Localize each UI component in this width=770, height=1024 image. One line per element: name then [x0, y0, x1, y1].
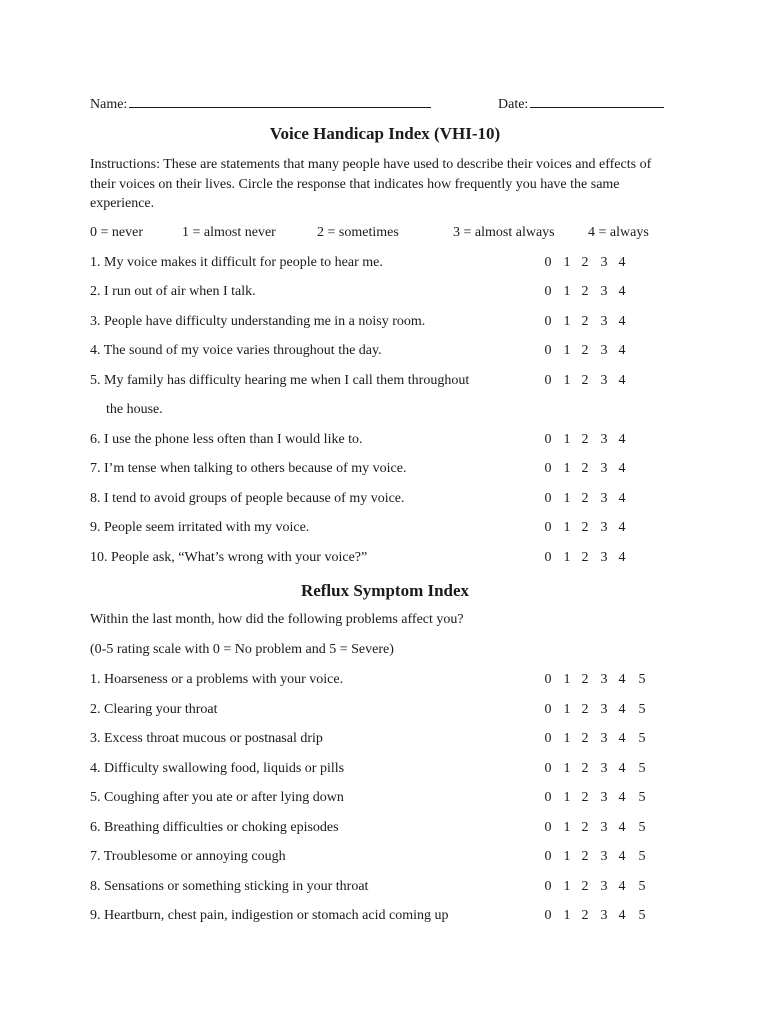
- response-option-0[interactable]: 0: [544, 790, 552, 805]
- response-option-4[interactable]: 4: [618, 284, 626, 299]
- response-option-0[interactable]: 0: [544, 550, 552, 565]
- name-field[interactable]: [90, 95, 431, 112]
- response-option-0[interactable]: 0: [544, 284, 552, 299]
- response-option-0[interactable]: 0: [544, 343, 552, 358]
- vhi-item-10: [90, 551, 690, 571]
- response-option-5[interactable]: 5: [638, 879, 646, 894]
- response-option-4[interactable]: 4: [618, 314, 626, 329]
- response-option-3[interactable]: 3: [600, 849, 608, 864]
- response-option-1[interactable]: 1: [563, 314, 571, 329]
- legend-never: 0 = never: [90, 225, 143, 240]
- vhi-item-8: [90, 492, 690, 512]
- vhi-item-text: 3. People have difficulty understanding me in a noisy room.: [90, 314, 426, 329]
- response-option-1[interactable]: 1: [563, 255, 571, 270]
- response-option-1[interactable]: 1: [563, 761, 571, 776]
- response-option-0[interactable]: 0: [544, 373, 552, 388]
- response-option-4[interactable]: 4: [618, 432, 626, 447]
- response-option-3[interactable]: 3: [600, 731, 608, 746]
- response-option-3[interactable]: 3: [600, 314, 608, 329]
- vhi-item-text: 8. I tend to avoid groups of people because of my voice.: [90, 491, 405, 506]
- vhi-item-7: [90, 462, 690, 482]
- response-option-5[interactable]: 5: [638, 761, 646, 776]
- response-option-4[interactable]: 4: [618, 461, 626, 476]
- response-option-4[interactable]: 4: [618, 790, 626, 805]
- response-option-3[interactable]: 3: [600, 491, 608, 506]
- vhi-item-text: 2. I run out of air when I talk.: [90, 284, 256, 299]
- vhi-item-5: [90, 374, 690, 394]
- vhi-item-text: 7. I’m tense when talking to others because of my voice.: [90, 461, 407, 476]
- response-option-1[interactable]: 1: [563, 550, 571, 565]
- vhi-title: Voice Handicap Index (VHI-10): [269, 124, 501, 143]
- response-option-3[interactable]: 3: [600, 520, 608, 535]
- response-option-2[interactable]: 2: [581, 908, 589, 923]
- response-option-5[interactable]: 5: [638, 908, 646, 923]
- response-option-2[interactable]: 2: [581, 373, 589, 388]
- response-option-1[interactable]: 1: [563, 284, 571, 299]
- response-option-0[interactable]: 0: [544, 432, 552, 447]
- rsi-item-8: [90, 880, 690, 900]
- response-option-1[interactable]: 1: [563, 461, 571, 476]
- response-option-4[interactable]: 4: [618, 849, 626, 864]
- vhi-item-2: [90, 285, 690, 305]
- response-option-5[interactable]: 5: [638, 849, 646, 864]
- legend-sometimes: 2 = sometimes: [317, 225, 399, 240]
- response-option-1[interactable]: 1: [563, 879, 571, 894]
- response-option-0[interactable]: 0: [544, 491, 552, 506]
- response-option-3[interactable]: 3: [600, 255, 608, 270]
- response-option-4[interactable]: 4: [618, 255, 626, 270]
- response-option-3[interactable]: 3: [600, 373, 608, 388]
- response-option-5[interactable]: 5: [638, 790, 646, 805]
- response-option-2[interactable]: 2: [581, 255, 589, 270]
- response-option-3[interactable]: 3: [600, 550, 608, 565]
- response-option-2[interactable]: 2: [581, 491, 589, 506]
- response-option-5[interactable]: 5: [638, 702, 646, 717]
- vhi-item-4: [90, 344, 690, 364]
- vhi-item-text: 4. The sound of my voice varies throughout the day.: [90, 343, 382, 358]
- response-option-0[interactable]: 0: [544, 820, 552, 835]
- name-label: Name:: [90, 97, 128, 112]
- response-option-2[interactable]: 2: [581, 672, 589, 687]
- response-option-4[interactable]: 4: [618, 820, 626, 835]
- response-option-1[interactable]: 1: [563, 849, 571, 864]
- response-option-2[interactable]: 2: [581, 879, 589, 894]
- response-option-1[interactable]: 1: [563, 820, 571, 835]
- rsi-item-text: 5. Coughing after you ate or after lying down: [90, 790, 344, 805]
- response-option-0[interactable]: 0: [544, 255, 552, 270]
- rsi-item-7: [90, 850, 690, 870]
- response-option-3[interactable]: 3: [600, 879, 608, 894]
- rsi-item-9: [90, 909, 690, 929]
- date-field[interactable]: [498, 95, 664, 112]
- response-option-2[interactable]: 2: [581, 461, 589, 476]
- vhi-item-3: [90, 315, 690, 335]
- response-option-4[interactable]: 4: [618, 879, 626, 894]
- rsi-item-text: 1. Hoarseness or a problems with your voice.: [90, 672, 344, 687]
- date-line[interactable]: [530, 95, 664, 108]
- response-option-0[interactable]: 0: [544, 761, 552, 776]
- response-option-4[interactable]: 4: [618, 908, 626, 923]
- response-option-0[interactable]: 0: [544, 879, 552, 894]
- response-option-0[interactable]: 0: [544, 731, 552, 746]
- response-option-4[interactable]: 4: [618, 343, 626, 358]
- rsi-item-text: 6. Breathing difficulties or choking episodes: [90, 820, 339, 835]
- response-option-3[interactable]: 3: [600, 908, 608, 923]
- response-option-3[interactable]: 3: [600, 432, 608, 447]
- response-option-4[interactable]: 4: [618, 761, 626, 776]
- legend-almost-never: 1 = almost never: [182, 225, 276, 240]
- response-option-4[interactable]: 4: [618, 731, 626, 746]
- response-option-3[interactable]: 3: [600, 761, 608, 776]
- vhi-item-text: 1. My voice makes it difficult for people to hear me.: [90, 255, 383, 270]
- rsi-item-1: [90, 673, 690, 693]
- vhi-item-text: 6. I use the phone less often than I would like to.: [90, 432, 363, 447]
- response-option-0[interactable]: 0: [544, 314, 552, 329]
- name-line[interactable]: [129, 95, 431, 108]
- response-option-4[interactable]: 4: [618, 520, 626, 535]
- response-option-3[interactable]: 3: [600, 461, 608, 476]
- response-option-4[interactable]: 4: [618, 672, 626, 687]
- response-option-3[interactable]: 3: [600, 284, 608, 299]
- response-option-4[interactable]: 4: [618, 491, 626, 506]
- response-option-2[interactable]: 2: [581, 343, 589, 358]
- vhi-item-5-continuation: the house.: [106, 402, 163, 417]
- response-option-1[interactable]: 1: [563, 790, 571, 805]
- date-label: Date:: [498, 97, 529, 112]
- rsi-item-text: 8. Sensations or something sticking in your throat: [90, 879, 369, 894]
- response-option-2[interactable]: 2: [581, 432, 589, 447]
- response-option-2[interactable]: 2: [581, 550, 589, 565]
- vhi-item-text: 10. People ask, “What’s wrong with your voice?”: [90, 550, 368, 565]
- rsi-item-4: [90, 762, 690, 782]
- rsi-intro: Within the last month, how did the following problems affect you?: [90, 612, 464, 627]
- rsi-item-text: 9. Heartburn, chest pain, indigestion or stomach acid coming up: [90, 908, 449, 923]
- response-option-2[interactable]: 2: [581, 702, 589, 717]
- response-option-2[interactable]: 2: [581, 849, 589, 864]
- rsi-item-text: 2. Clearing your throat: [90, 702, 218, 717]
- response-option-3[interactable]: 3: [600, 702, 608, 717]
- response-option-1[interactable]: 1: [563, 520, 571, 535]
- response-option-2[interactable]: 2: [581, 284, 589, 299]
- response-option-0[interactable]: 0: [544, 908, 552, 923]
- rsi-item-6: [90, 821, 690, 841]
- response-option-3[interactable]: 3: [600, 343, 608, 358]
- response-option-1[interactable]: 1: [563, 432, 571, 447]
- response-option-5[interactable]: 5: [638, 731, 646, 746]
- response-option-2[interactable]: 2: [581, 520, 589, 535]
- response-option-1[interactable]: 1: [563, 373, 571, 388]
- rsi-item-text: 4. Difficulty swallowing food, liquids or pills: [90, 761, 345, 776]
- response-option-2[interactable]: 2: [581, 731, 589, 746]
- legend-almost-always: 3 = almost always: [453, 225, 555, 240]
- vhi-item-1: [90, 256, 690, 276]
- rsi-item-3: [90, 732, 690, 752]
- response-option-2[interactable]: 2: [581, 314, 589, 329]
- response-option-0[interactable]: 0: [544, 672, 552, 687]
- vhi-item-6: [90, 433, 690, 453]
- legend-always: 4 = always: [588, 225, 649, 240]
- vhi-item-9: [90, 521, 690, 541]
- response-option-2[interactable]: 2: [581, 761, 589, 776]
- response-option-0[interactable]: 0: [544, 461, 552, 476]
- vhi-instructions: Instructions: These are statements that many people have used to describe their voices and effects of their voices on their lives. Circle the response that indicates how frequently you have the same experience.: [90, 157, 652, 211]
- response-option-4[interactable]: 4: [618, 702, 626, 717]
- response-option-2[interactable]: 2: [581, 790, 589, 805]
- response-option-3[interactable]: 3: [600, 790, 608, 805]
- response-option-1[interactable]: 1: [563, 343, 571, 358]
- response-option-3[interactable]: 3: [600, 820, 608, 835]
- response-option-0[interactable]: 0: [544, 520, 552, 535]
- response-option-2[interactable]: 2: [581, 820, 589, 835]
- rsi-item-2: [90, 703, 690, 723]
- vhi-item-text: 9. People seem irritated with my voice.: [90, 520, 310, 535]
- response-option-1[interactable]: 1: [563, 491, 571, 506]
- response-option-5[interactable]: 5: [638, 672, 646, 687]
- response-option-1[interactable]: 1: [563, 672, 571, 687]
- response-option-1[interactable]: 1: [563, 908, 571, 923]
- rsi-scale-note: (0-5 rating scale with 0 = No problem and 5 = Severe): [90, 642, 394, 657]
- vhi-item-text: 5. My family has difficulty hearing me when I call them throughout: [90, 373, 470, 388]
- rsi-title: Reflux Symptom Index: [300, 581, 470, 600]
- response-option-0[interactable]: 0: [544, 702, 552, 717]
- response-option-4[interactable]: 4: [618, 550, 626, 565]
- rsi-item-5: [90, 791, 690, 811]
- response-option-5[interactable]: 5: [638, 820, 646, 835]
- response-option-3[interactable]: 3: [600, 672, 608, 687]
- response-option-0[interactable]: 0: [544, 849, 552, 864]
- rsi-item-text: 3. Excess throat mucous or postnasal drip: [90, 731, 323, 746]
- rsi-item-text: 7. Troublesome or annoying cough: [90, 849, 286, 864]
- response-option-4[interactable]: 4: [618, 373, 626, 388]
- response-option-1[interactable]: 1: [563, 702, 571, 717]
- response-option-1[interactable]: 1: [563, 731, 571, 746]
